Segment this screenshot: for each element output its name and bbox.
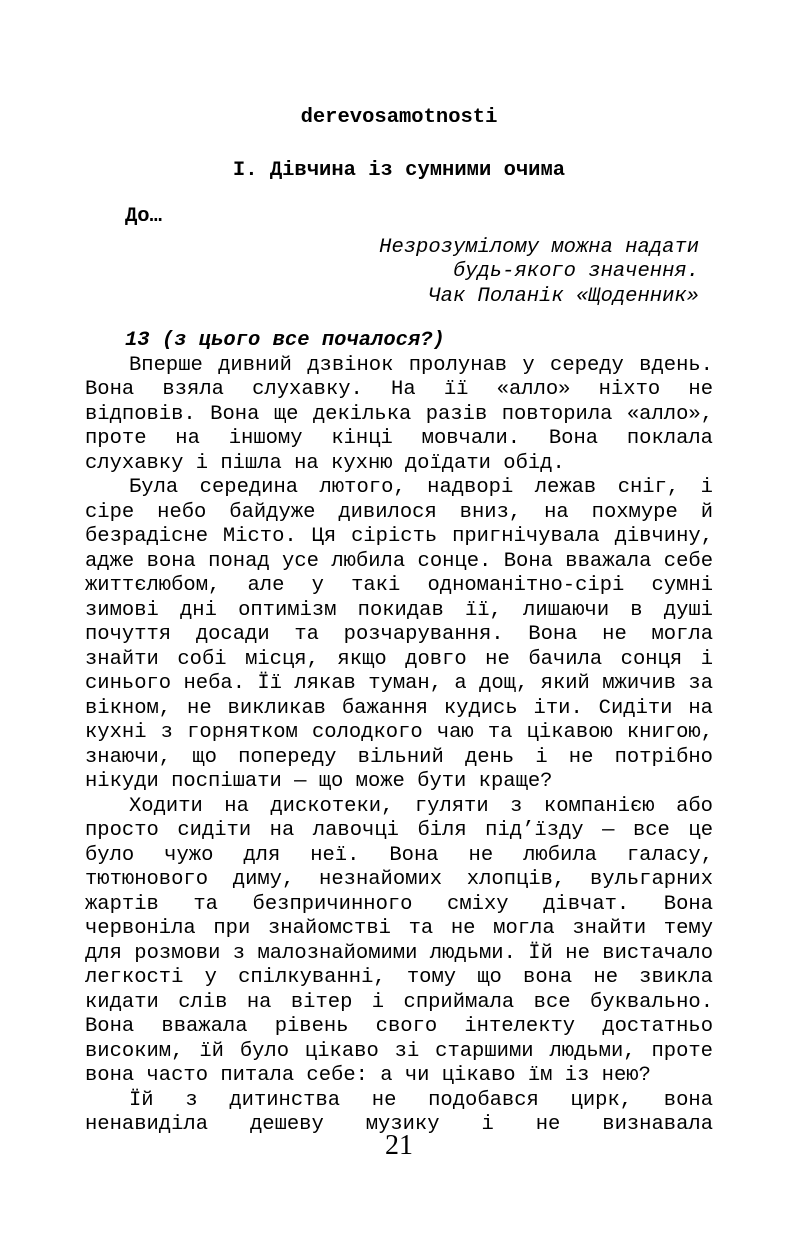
paragraph: Ходити на дискотеки, гуляти з компанією або просто сидіти на лавочці біля під’їзду — все це було чужо для неї. Вона не любила галасу, тютюнового диму, незнайомих хлопців, вульгарних жартів та безпричинного сміху дівчат. Вона червоніла при знайомстві та не могла знайти тему для розмови з малознайомими людьми. Їй не вистачало легкості у спілкуванні, тому що вона не звикла кидати слів на вітер і сприймала все буквально. Вона вважала рівень свого інтелекту достатньо високим, їй було цікаво зі старшими людьми, проте вона часто питала себе: а чи цікаво їм із нею? <box>85 794 713 1087</box>
epigraph <box>85 236 713 310</box>
book-title: derevosamotnosti <box>300 106 498 129</box>
epigraph-line: Незрозумілому можна надати <box>379 235 699 259</box>
paragraph: Була середина лютого, надворі лежав сніг, і сіре небо байдуже дивилося вниз, на похмуре й безрадісне Місто. Ця сірість пригнічувала дівчину, адже вона понад усе любила сонце. Вона вважала себе життєлюбом, але у такі одноманітно-сірі сумні зимові дні оптимізм покидав її, лишаючи в душі почуття досади та розчарування. Вона не могла знайти собі місця, якщо довго не бачила сонця і синього неба. Її лякав туман, а дощ, який мжичив за вікном, не викликав бажання кудись іти. Сидіти на кухні з горнятком солодкого чаю та цікавою книгою, знаючи, що попереду вільний день і не потрібно нікуди поспішати — що може бути краще? <box>85 476 713 793</box>
paragraph: Вперше дивний дзвінок пролунав у середу вдень. Вона взяла слухавку. На її «алло» ніхто не відповів. Вона ще декілька разів повторила «алло», проте на іншому кінці мовчали. Вона поклала слухавку і пішла на кухню доїдати обід. <box>85 353 713 475</box>
page-text-block <box>85 106 713 1138</box>
paragraph: Їй з дитинства не подобався цирк, вона ненавиділа дешеву музику і не визнавала <box>85 1088 713 1136</box>
epigraph-attribution: Чак Поланік «Щоденник» <box>428 284 699 308</box>
section-heading: 13 (з цього все почалося?) <box>125 329 445 352</box>
epigraph-line: будь-якого значення. <box>452 260 699 283</box>
chapter-heading: І. Дівчина із сумними очима <box>232 158 566 182</box>
dedication-line: До… <box>125 205 162 228</box>
page-number: 21 <box>385 1130 413 1161</box>
